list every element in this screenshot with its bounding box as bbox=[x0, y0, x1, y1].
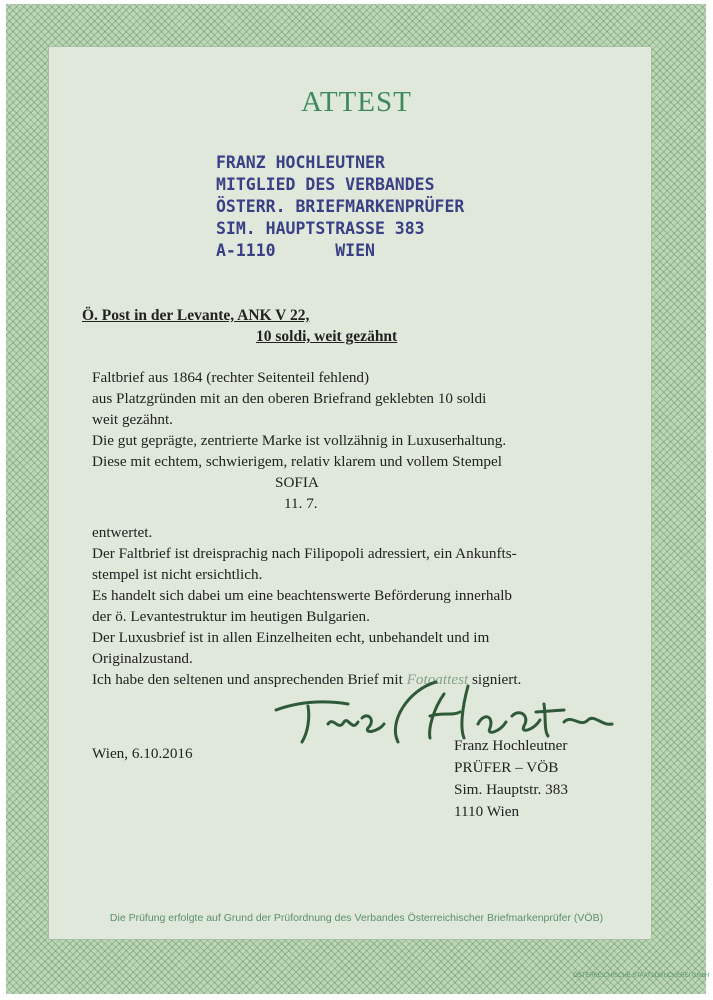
postmark-date: 11. 7. bbox=[284, 495, 318, 512]
issue-date: Wien, 6.10.2016 bbox=[92, 745, 193, 762]
certificate-body bbox=[92, 367, 612, 690]
signer-name: Franz Hochleutner bbox=[454, 737, 568, 754]
footer-note: Die Prüfung erfolgte auf Grund der Prüfordnung des Verbandes Österreichischer Briefmarkenprüfer (VÖB) bbox=[109, 912, 604, 924]
signer-block bbox=[454, 735, 568, 823]
certificate-title: ATTEST bbox=[301, 86, 412, 118]
body-line: Diese mit echtem, schwierigem, relativ klarem und vollem Stempel bbox=[92, 453, 502, 470]
signer-title: PRÜFER – VÖB bbox=[454, 759, 559, 776]
body-line: Originalzustand. bbox=[92, 650, 193, 667]
stamp-line: ÖSTERR. BRIEFMARKENPRÜFER bbox=[216, 197, 465, 216]
body-line: entwertet. bbox=[92, 524, 153, 541]
printer-imprint: ÖSTERREICHISCHE STAATSDRUCKEREI GmbH bbox=[573, 973, 710, 979]
body-line: aus Platzgründen mit an den oberen Briefrand geklebten 10 soldi bbox=[92, 390, 487, 407]
handwritten-insert: Fotoattest bbox=[406, 671, 469, 688]
body-line: Faltbrief aus 1864 (rechter Seitenteil fehlend) bbox=[92, 369, 370, 386]
stamp-line: MITGLIED DES VERBANDES bbox=[216, 175, 435, 194]
closing-text-end: signiert. bbox=[472, 671, 522, 688]
item-subheading: 10 soldi, weit gezähnt bbox=[256, 328, 398, 345]
stamp-line: SIM. HAUPTSTRASSE 383 bbox=[216, 219, 425, 238]
closing-text: Ich habe den seltenen und ansprechenden Brief mit bbox=[92, 671, 403, 688]
body-line: Der Faltbrief ist dreisprachig nach Filipopoli adressiert, ein Ankunfts- bbox=[92, 545, 517, 562]
signer-street: Sim. Hauptstr. 383 bbox=[454, 781, 568, 798]
stamp-line: FRANZ HOCHLEUTNER bbox=[216, 153, 385, 172]
signer-city: 1110 Wien bbox=[454, 803, 520, 820]
body-line: Die gut geprägte, zentrierte Marke ist vollzähnig in Luxuserhaltung. bbox=[92, 432, 507, 449]
body-line: Der Luxusbrief ist in allen Einzelheiten echt, unbehandelt und im bbox=[92, 629, 490, 646]
examiner-stamp bbox=[216, 152, 506, 262]
body-line: weit gezähnt. bbox=[92, 411, 173, 428]
body-line: stempel ist nicht ersichtlich. bbox=[92, 566, 263, 583]
postmark-place: SOFIA bbox=[275, 474, 319, 491]
body-line: der ö. Levantestruktur im heutigen Bulgarien. bbox=[92, 608, 370, 625]
body-line: Es handelt sich dabei um eine beachtenswerte Beförderung innerhalb bbox=[92, 587, 513, 604]
item-heading: Ö. Post in der Levante, ANK V 22, bbox=[82, 307, 310, 324]
stamp-line: A-1110 WIEN bbox=[216, 241, 375, 260]
